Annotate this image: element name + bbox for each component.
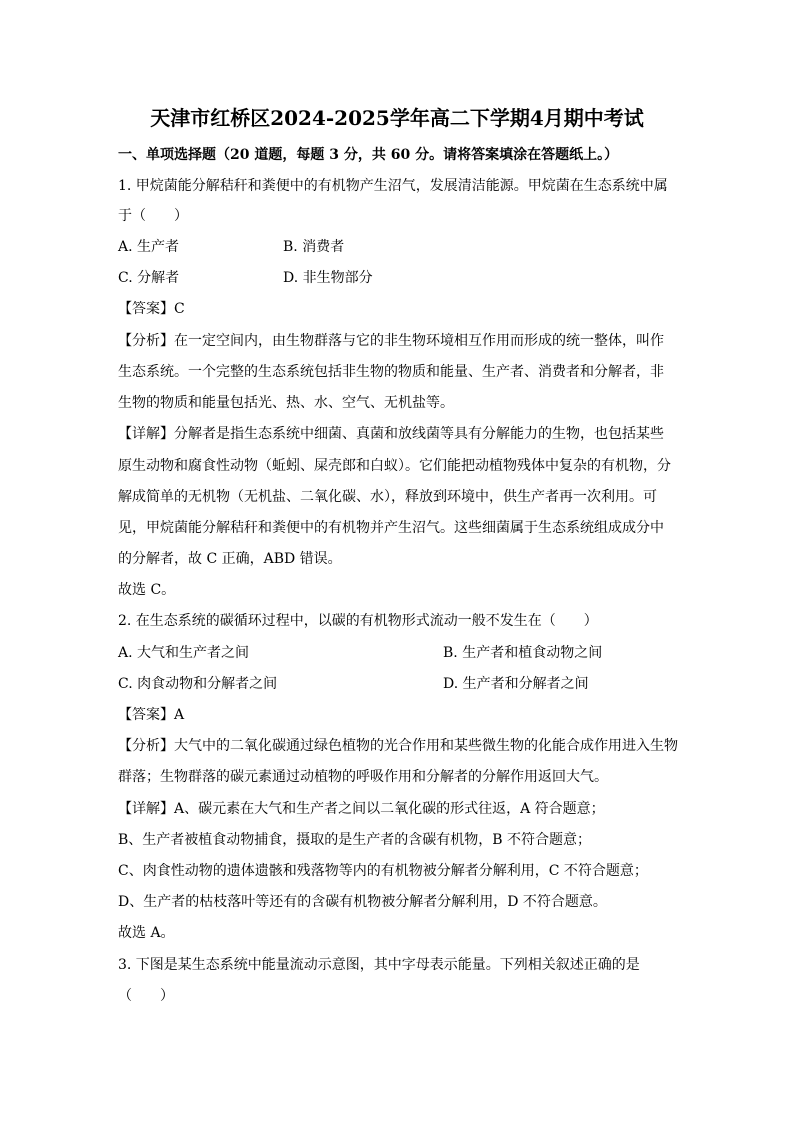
q2-answer: 【答案】A [118,707,185,723]
q2-analysis-line-2: 群落；生物群落的碳元素通过动植物的呼吸作用和分解者的分解作用返回大气。 [118,769,608,785]
q1-analysis-line-2: 生态系统。一个完整的生态系统包括非生物的物质和能量、生产者、消费者和分解者，非 [118,364,664,380]
q2-choose: 故选 A。 [118,925,175,941]
q1-detail-line-5: 的分解者，故 C 正确，ABD 错误。 [118,551,342,567]
q1-option-b: B. 消费者 [283,239,345,255]
q1-option-a: A. 生产者 [118,239,180,255]
q1-detail-line-4: 见，甲烷菌能分解秸秆和粪便中的有机物并产生沼气。这些细菌属于生态系统组成成分中 [118,520,664,536]
q3-stem-line-1: 3. 下图是某生态系统中能量流动示意图，其中字母表示能量。下列相关叙述正确的是 [118,957,640,973]
q1-detail-line-1: 【详解】分解者是指生态系统中细菌、真菌和放线菌等具有分解能力的生物，也包括某些 [118,426,664,442]
q2-option-a: A. 大气和生产者之间 [118,645,250,661]
section-heading: 一、单项选择题（20 道题，每题 3 分，共 60 分。请将答案填涂在答题纸上。） [118,147,619,163]
q3-stem-line-2: （ ） [118,988,174,1004]
q1-detail-line-3: 解成简单的无机物（无机盐、二氧化碳、水），释放到环境中，供生产者再一次利用。可 [118,489,657,505]
q1-stem-line-2: 于（ ） [118,208,188,224]
q2-detail-line-1: 【详解】A、碳元素在大气和生产者之间以二氧化碳的形式往返，A 符合题意； [118,801,605,817]
q1-detail-line-2: 原生动物和腐食性动物（蚯蚓、屎壳郎和白蚁）。它们能把动植物残体中复杂的有机物，分 [118,458,671,474]
q1-answer: 【答案】C [118,301,185,317]
q2-option-c: C. 肉食动物和分解者之间 [118,676,278,692]
q1-analysis-line-3: 生物的物质和能量包括光、热、水、空气、无机盐等。 [118,395,454,411]
q2-detail-line-4: D、生产者的枯枝落叶等还有的含碳有机物被分解者分解利用，D 不符合题意。 [118,894,607,910]
q1-analysis-line-1: 【分析】在一定空间内，由生物群落与它的非生物环境相互作用而形成的统一整体，叫作 [118,333,664,349]
q1-choose: 故选 C。 [118,582,176,598]
q2-option-d: D. 生产者和分解者之间 [443,676,589,692]
q1-option-c: C. 分解者 [118,270,180,286]
q1-stem-line-1: 1. 甲烷菌能分解秸秆和粪便中的有机物产生沼气，发展清洁能源。甲烷菌在生态系统中属 [118,178,668,194]
q2-detail-line-3: C、肉食性动物的遗体遗骸和残落物等内的有机物被分解者分解利用，C 不符合题意； [118,863,648,879]
q2-analysis-line-1: 【分析】大气中的二氧化碳通过绿色植物的光合作用和某些微生物的化能合成作用进入生物 [118,738,678,754]
q1-option-d: D. 非生物部分 [283,270,373,286]
page-title: 天津市红桥区2024-2025学年高二下学期4月期中考试 [150,106,644,130]
q2-detail-line-2: B、生产者被植食动物捕食，摄取的是生产者的含碳有机物，B 不符合题意； [118,832,592,848]
q2-option-b: B. 生产者和植食动物之间 [443,645,603,661]
q2-stem: 2. 在生态系统的碳循环过程中，以碳的有机物形式流动一般不发生在（ ） [118,613,598,629]
